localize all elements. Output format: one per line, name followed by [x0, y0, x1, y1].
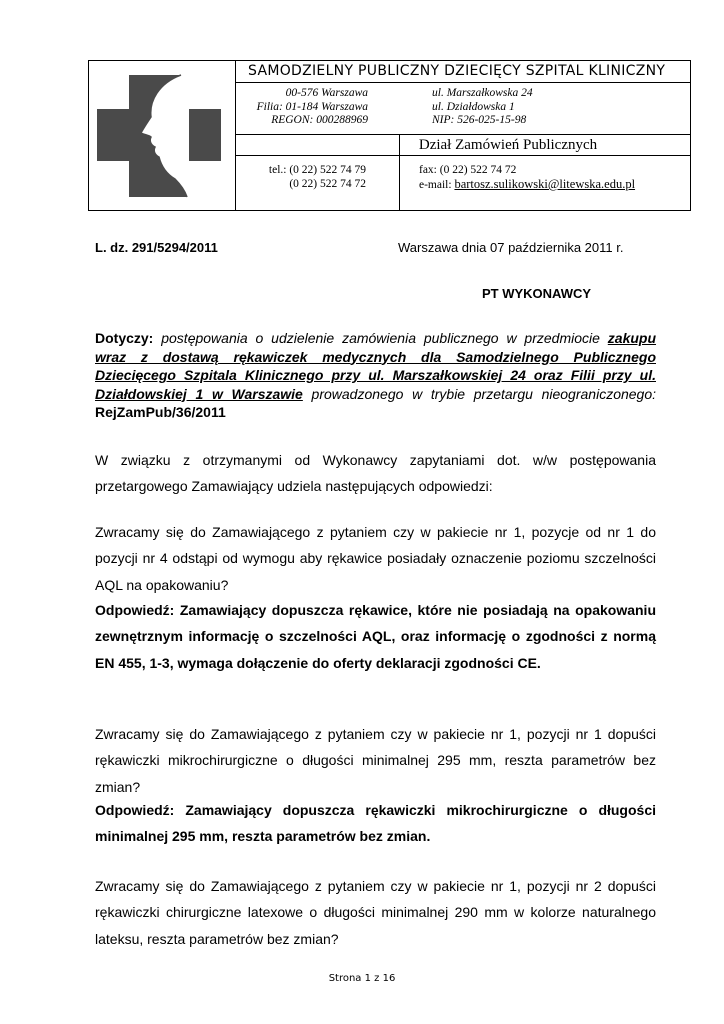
address-line: ul. Marszałkowska 24 — [432, 87, 533, 99]
answer-1: Odpowiedź: Zamawiający dopuszcza rękawice, które nie posiadają na opakowaniu zewnętrznym informację o szczelności AQL, oraz informację o zgodności z normą EN 455, 1-3, wymaga dołączenie do oferty deklaracji zgodności CE. — [95, 602, 656, 671]
subject-text: postępowania o udzielenie zamówienia publicznego w przedmiocie — [161, 330, 600, 346]
cross-profile-icon — [89, 61, 235, 210]
subject-object: zakupu wraz z dostawą rękawiczek medycznych dla Samodzielnego Publicznego Dziecięcego Szpitala Klinicznego przy ul. Marszałkowskiej 24 oraz Filii przy ul. Działdowskiej 1 w Warszawie — [95, 330, 657, 402]
address-line: 00-576 Warszawa — [285, 87, 368, 99]
question-1: Zwracamy się do Zamawiającego z pytaniem czy w pakiecie nr 1, pozycje od nr 1 do pozycji nr 4 odstąpi od wymogu aby rękawice posiadały oznaczenie poziomu szczelności AQL na opakowaniu? — [95, 524, 656, 593]
answer-2: Odpowiedź: Zamawiający dopuszcza rękawiczki mikrochirurgiczne o długości minimalnej 295 mm, reszta parametrów bez zmian. — [95, 802, 656, 845]
address-line: ul. Działdowska 1 — [432, 100, 515, 113]
letter-date: Warszawa dnia 07 października 2011 r. — [398, 240, 624, 255]
case-number: RejZamPub/36/2011 — [95, 404, 226, 420]
fax-line: fax: (0 22) 522 74 72 — [419, 164, 517, 176]
email-label: e-mail: — [419, 179, 452, 191]
email-link[interactable]: bartosz.sulikowski@litewska.edu.pl — [454, 177, 636, 191]
page-number: Strona 1 z 16 — [328, 973, 396, 984]
hospital-logo — [89, 61, 236, 210]
question-2: Zwracamy się do Zamawiającego z pytaniem czy w pakiecie nr 1, pozycji nr 1 dopuści rękawiczki mikrochirurgiczne o długości minimalnej 295 mm, reszta parametrów bez zmian? — [95, 726, 656, 795]
subject-paragraph — [95, 329, 656, 422]
address-line: Filia: 01-184 Warszawa — [256, 100, 368, 113]
department-name: Dział Zamówień Publicznych — [236, 135, 690, 156]
subject-mode: prowadzonego w trybie przetargu nieograniczonego: — [311, 385, 657, 402]
address-block — [236, 83, 690, 135]
subject-label: Dotyczy: — [95, 330, 154, 346]
phone-line: (0 22) 522 74 72 — [289, 178, 366, 190]
contact-block — [236, 156, 690, 212]
letterhead — [88, 60, 691, 211]
address-line: REGON: 000288969 — [271, 114, 368, 126]
intro-paragraph: W związku z otrzymanymi od Wykonawcy zapytaniami dot. w/w postępowania przetargowego Zamawiający udziela następujących odpowiedzi: — [95, 452, 656, 495]
divider — [399, 134, 400, 210]
reference-number: L. dz. 291/5294/2011 — [95, 240, 218, 255]
phone-line: tel.: (0 22) 522 74 79 — [268, 164, 366, 176]
recipient: PT WYKONAWCY — [482, 286, 592, 301]
address-line: NIP: 526-025-15-98 — [432, 114, 527, 126]
question-3: Zwracamy się do Zamawiającego z pytaniem czy w pakiecie nr 1, pozycji nr 2 dopuści rękawiczki chirurgiczne latexowe o długości minimalnej 290 mm w kolorze naturalnego lateksu, reszta parametrów bez zmian? — [95, 878, 656, 947]
hospital-name: SAMODZIELNY PUBLICZNY DZIECIĘCY SZPITAL KLINICZNY — [236, 61, 690, 83]
